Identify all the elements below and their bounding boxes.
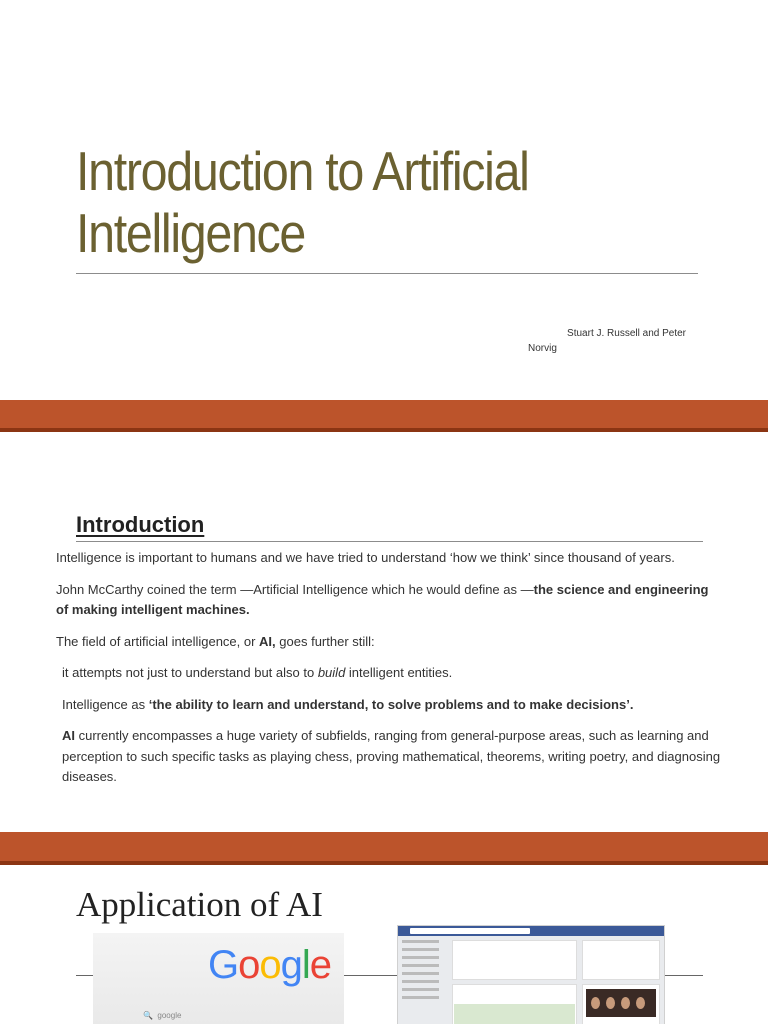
author-line-2: Norvig bbox=[528, 343, 557, 354]
paragraph: Intelligence is important to humans and we have tried to understand ‘how we think’ since thousand of years. bbox=[56, 550, 675, 565]
facebook-map bbox=[454, 1004, 575, 1024]
slide-separator-band bbox=[0, 832, 768, 865]
paragraph bbox=[56, 580, 722, 621]
paragraph bbox=[56, 663, 722, 684]
title-divider bbox=[76, 273, 698, 274]
slide-heading: Introduction bbox=[76, 512, 205, 537]
title-line-2: Intelligence bbox=[76, 202, 306, 264]
heading-divider bbox=[344, 975, 397, 976]
heading-divider bbox=[76, 541, 703, 542]
text-run: Intelligence as bbox=[62, 696, 149, 712]
facebook-feed-image bbox=[397, 925, 665, 1024]
facebook-sidebar bbox=[402, 940, 448, 1004]
slide-body bbox=[56, 548, 722, 799]
google-search-image bbox=[93, 933, 344, 1024]
bold-text: AI, bbox=[259, 633, 276, 649]
heading-divider bbox=[665, 975, 703, 976]
text-run: currently encompasses a huge variety of subfields, ranging from general-purpose areas, such as learning and perception to such specific tasks as playing chess, proving mathematical, theorems, writing poetry, and diagnosing diseases. bbox=[62, 728, 721, 784]
paragraph bbox=[56, 632, 722, 653]
italic-text: build bbox=[317, 665, 346, 680]
slide-title bbox=[0, 0, 768, 400]
facebook-stories-panel bbox=[582, 940, 660, 980]
text-run: The field of artificial intelligence, or bbox=[56, 633, 260, 649]
bold-text: AI bbox=[62, 728, 75, 743]
slide-introduction bbox=[0, 432, 768, 832]
search-query-text: 🔍 google bbox=[143, 1011, 182, 1020]
text-run: it attempts not just to understand but also to bbox=[62, 665, 318, 680]
author-credit bbox=[528, 326, 698, 356]
slide-heading: Application of AI bbox=[76, 885, 323, 924]
slide-applications bbox=[0, 865, 768, 1024]
paragraph bbox=[56, 726, 722, 788]
search-query: google bbox=[157, 1011, 182, 1020]
paragraph bbox=[56, 695, 722, 716]
bold-text: ‘the ability to learn and understand, to solve problems and to make decisions’. bbox=[148, 696, 634, 712]
facebook-group-photo bbox=[586, 989, 656, 1017]
heading-divider bbox=[76, 975, 93, 976]
google-logo: Google bbox=[208, 943, 332, 987]
author-line-1: Stuart J. Russell and Peter bbox=[567, 328, 686, 339]
facebook-top-bar bbox=[398, 926, 664, 936]
title-line-1: Introduction to Artificial bbox=[76, 140, 529, 202]
presentation-title bbox=[76, 140, 639, 264]
facebook-post-composer bbox=[452, 940, 577, 980]
text-run: John McCarthy coined the term —Artificial Intelligence which he would define as — bbox=[56, 581, 534, 597]
bold-text: the science and engineering of making intelligent machines. bbox=[56, 581, 709, 617]
slide-separator-band bbox=[0, 400, 768, 432]
text-run: goes further still: bbox=[275, 633, 375, 649]
text-run: intelligent entities. bbox=[345, 665, 453, 680]
